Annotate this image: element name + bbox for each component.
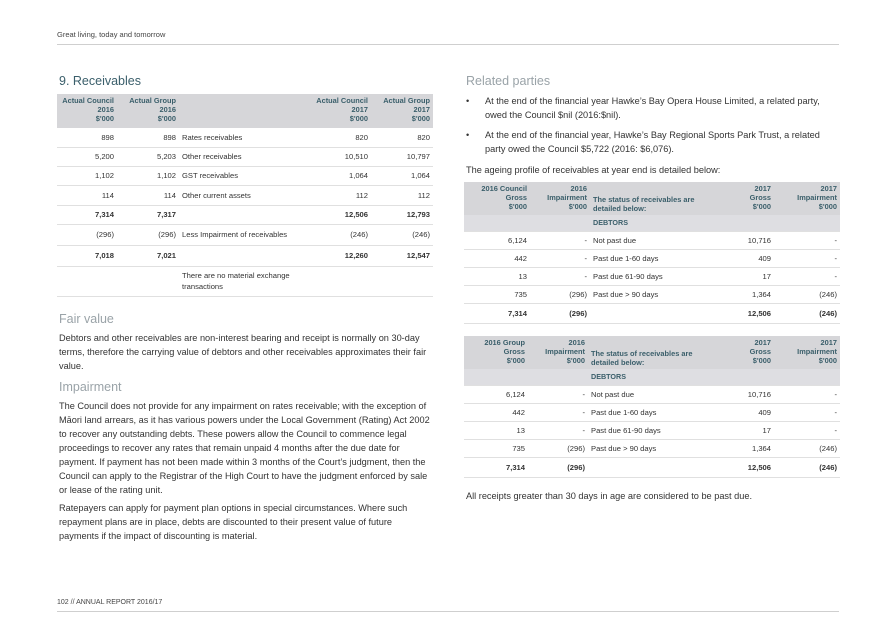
gross-2016-cell: 7,314 <box>464 303 530 323</box>
col-header: Actual Council 2017 $'000 <box>309 94 371 128</box>
council-2016-cell: 898 <box>57 128 117 147</box>
group-2017-cell <box>371 266 433 296</box>
impairment-2016-cell: (296) <box>530 303 590 323</box>
table-row <box>57 147 433 166</box>
row-label-cell: Other current assets <box>179 185 309 205</box>
status-label-cell: Not past due <box>588 385 710 403</box>
table-row <box>464 303 840 323</box>
col-header: 2017 Impairment $'000 <box>774 182 840 215</box>
group-2016-cell: 114 <box>117 185 179 205</box>
impairment-2016-cell: - <box>530 267 590 285</box>
row-label-cell: Less Impairment of receivables <box>179 224 309 245</box>
table-row <box>464 385 840 403</box>
gross-2016-cell: 7,314 <box>464 457 528 477</box>
group-2016-cell: 7,021 <box>117 245 179 266</box>
table-row <box>57 166 433 185</box>
status-label-cell: Not past due <box>590 231 710 249</box>
col-header <box>179 94 309 128</box>
ageing-intro: The ageing profile of receivables at year end is detailed below: <box>466 165 721 175</box>
gross-2016-cell: 442 <box>464 249 530 267</box>
status-label-cell <box>590 303 710 323</box>
row-label-cell: Other receivables <box>179 147 309 166</box>
receivables-heading: 9. Receivables <box>59 74 141 88</box>
impairment-2016-cell: (296) <box>530 285 590 303</box>
gross-2017-cell: 409 <box>710 249 774 267</box>
debtors-label: DEBTORS <box>588 369 840 385</box>
ageing-council-header-row <box>464 182 840 215</box>
col-header: 2016 Council Gross $'000 <box>464 182 530 215</box>
bullet-icon: • <box>466 96 470 106</box>
impairment-2017-cell: - <box>774 421 840 439</box>
table-row <box>464 403 840 421</box>
group-2017-cell: 1,064 <box>371 166 433 185</box>
row-label-cell <box>179 245 309 266</box>
table-row <box>57 185 433 205</box>
council-2016-cell: 1,102 <box>57 166 117 185</box>
impairment-2016-cell: (296) <box>528 439 588 457</box>
col-header: The status of receivables are detailed below: <box>590 182 710 215</box>
impairment-2017-cell: - <box>774 267 840 285</box>
council-2016-cell: (296) <box>57 224 117 245</box>
closing-note: All receipts greater than 30 days in age are considered to be past due. <box>466 491 753 501</box>
gross-2017-cell: 1,364 <box>710 285 774 303</box>
status-label-cell: Past due > 90 days <box>588 439 710 457</box>
gross-2016-cell: 6,124 <box>464 385 528 403</box>
impairment-2017-cell: (246) <box>774 457 840 477</box>
table-row <box>464 285 840 303</box>
col-header: 2016 Impairment $'000 <box>530 182 590 215</box>
table-row <box>464 457 840 477</box>
impairment-heading: Impairment <box>59 380 122 394</box>
gross-2016-cell: 735 <box>464 285 530 303</box>
gross-2016-cell: 6,124 <box>464 231 530 249</box>
table-row <box>57 224 433 245</box>
table-row <box>57 205 433 224</box>
table-row <box>464 421 840 439</box>
council-2017-cell: 820 <box>309 128 371 147</box>
group-2017-cell: 10,797 <box>371 147 433 166</box>
impairment-2017-cell: (246) <box>774 285 840 303</box>
impairment-2016-cell: - <box>528 403 588 421</box>
blank-cell <box>464 215 590 231</box>
related-parties-heading: Related parties <box>466 74 551 88</box>
group-2017-cell: 12,547 <box>371 245 433 266</box>
group-2017-cell: (246) <box>371 224 433 245</box>
header-divider <box>57 44 839 45</box>
fair-value-text: Debtors and other receivables are non-interest bearing and receipt is normally on 30-day terms, therefore the carrying value of debtors and other receivables approximates their fair value. <box>59 333 427 371</box>
status-label-cell: Past due 61-90 days <box>590 267 710 285</box>
gross-2016-cell: 442 <box>464 403 528 421</box>
gross-2016-cell: 735 <box>464 439 528 457</box>
gross-2016-cell: 13 <box>464 267 530 285</box>
impairment-2017-cell: (246) <box>774 439 840 457</box>
status-label-cell: Past due 1-60 days <box>590 249 710 267</box>
col-header: 2017 Gross $'000 <box>710 182 774 215</box>
receivables-table <box>57 94 433 297</box>
council-2017-cell: 112 <box>309 185 371 205</box>
ageing-group-header-row <box>464 336 840 369</box>
council-2016-cell: 5,200 <box>57 147 117 166</box>
col-header: Actual Group 2016 $'000 <box>117 94 179 128</box>
status-label-cell: Past due 1-60 days <box>588 403 710 421</box>
council-2017-cell: 12,506 <box>309 205 371 224</box>
table-row <box>464 249 840 267</box>
group-2017-cell: 112 <box>371 185 433 205</box>
status-label-cell: Past due > 90 days <box>590 285 710 303</box>
council-2017-cell: (246) <box>309 224 371 245</box>
council-2016-cell: 7,314 <box>57 205 117 224</box>
group-2017-cell: 820 <box>371 128 433 147</box>
council-2016-cell: 7,018 <box>57 245 117 266</box>
council-2017-cell: 10,510 <box>309 147 371 166</box>
ageing-group-table <box>464 336 840 478</box>
row-label-cell <box>179 205 309 224</box>
impairment-text: The Council does not provide for any impairment on rates receivable; with the exception of Māori land arrears, as it has various powers under the Local Government (Rating) Act 2002 to recover any outstanding debts. These powers allow the Council to commence legal proceedings to recover any rates that remain unpaid 4 months after the due date for payment. If payment has not been made within 3 months of the Court’s judgment, then the Council can apply to the Registrar of the High Court to have the judgment enforced by sale or lease of the rating unit. <box>59 401 430 495</box>
row-label-cell: GST receivables <box>179 166 309 185</box>
council-2016-cell <box>57 266 117 296</box>
gross-2017-cell: 1,364 <box>710 439 774 457</box>
table-row <box>464 439 840 457</box>
col-header: 2017 Impairment $'000 <box>774 336 840 369</box>
group-2016-cell: 7,317 <box>117 205 179 224</box>
impairment-2016-cell: - <box>530 249 590 267</box>
col-header: Actual Council 2016 $'000 <box>57 94 117 128</box>
col-header: 2017 Gross $'000 <box>710 336 774 369</box>
status-label-cell: Past due 61-90 days <box>588 421 710 439</box>
gross-2017-cell: 12,506 <box>710 303 774 323</box>
impairment-2016-cell: (296) <box>528 457 588 477</box>
group-2016-cell: 1,102 <box>117 166 179 185</box>
related-party-bullet: • At the end of the financial year Hawke’s Bay Opera House Limited, a related party, owed the Council $nil (2016:$nil). <box>466 96 820 120</box>
gross-2017-cell: 12,506 <box>710 457 774 477</box>
related-party-bullet: • At the end of the financial year, Hawke’s Bay Regional Sports Park Trust, a related party owed the Council $5,722 (2016: $6,076). <box>466 130 820 154</box>
impairment-2016-cell: - <box>528 421 588 439</box>
impairment-2017-cell: - <box>774 249 840 267</box>
debtors-section-row <box>464 215 840 231</box>
council-2016-cell: 114 <box>57 185 117 205</box>
row-label-cell: There are no material exchange transactions <box>179 266 309 296</box>
fair-value-heading: Fair value <box>59 312 114 326</box>
impairment-2016-cell: - <box>530 231 590 249</box>
col-header: Actual Group 2017 $'000 <box>371 94 433 128</box>
impairment-2017-cell: (246) <box>774 303 840 323</box>
council-2017-cell: 12,260 <box>309 245 371 266</box>
footer-divider <box>57 611 839 612</box>
col-header: 2016 Impairment $'000 <box>528 336 588 369</box>
gross-2017-cell: 17 <box>710 267 774 285</box>
gross-2017-cell: 10,716 <box>710 231 774 249</box>
row-label-cell: Rates receivables <box>179 128 309 147</box>
col-header: 2016 Group Gross $'000 <box>464 336 528 369</box>
table-row <box>57 245 433 266</box>
council-2017-cell <box>309 266 371 296</box>
gross-2017-cell: 10,716 <box>710 385 774 403</box>
running-header: Great living, today and tomorrow <box>57 30 166 39</box>
impairment-2016-cell: - <box>528 385 588 403</box>
table-row <box>464 231 840 249</box>
council-2017-cell: 1,064 <box>309 166 371 185</box>
table-row <box>464 267 840 285</box>
gross-2016-cell: 13 <box>464 421 528 439</box>
impairment-text-2: Ratepayers can apply for payment plan options in special circumstances. Where such repayment plans are in place, debts are discounted to their present value of future payments if the impact of discounting is material. <box>59 503 408 541</box>
bullet-icon: • <box>466 130 470 140</box>
impairment-2017-cell: - <box>774 231 840 249</box>
table-row <box>57 128 433 147</box>
group-2016-cell: 5,203 <box>117 147 179 166</box>
blank-cell <box>464 369 588 385</box>
group-2016-cell: (296) <box>117 224 179 245</box>
status-label-cell <box>588 457 710 477</box>
impairment-2017-cell: - <box>774 403 840 421</box>
debtors-label: DEBTORS <box>590 215 840 231</box>
group-2016-cell: 898 <box>117 128 179 147</box>
receivables-header-row <box>57 94 433 128</box>
ageing-council-table <box>464 182 840 324</box>
group-2016-cell <box>117 266 179 296</box>
group-2017-cell: 12,793 <box>371 205 433 224</box>
page-footer: 102 // ANNUAL REPORT 2016/17 <box>57 599 163 606</box>
impairment-2017-cell: - <box>774 385 840 403</box>
gross-2017-cell: 409 <box>710 403 774 421</box>
debtors-section-row <box>464 369 840 385</box>
table-row <box>57 266 433 296</box>
col-header: The status of receivables are detailed below: <box>588 336 710 369</box>
gross-2017-cell: 17 <box>710 421 774 439</box>
